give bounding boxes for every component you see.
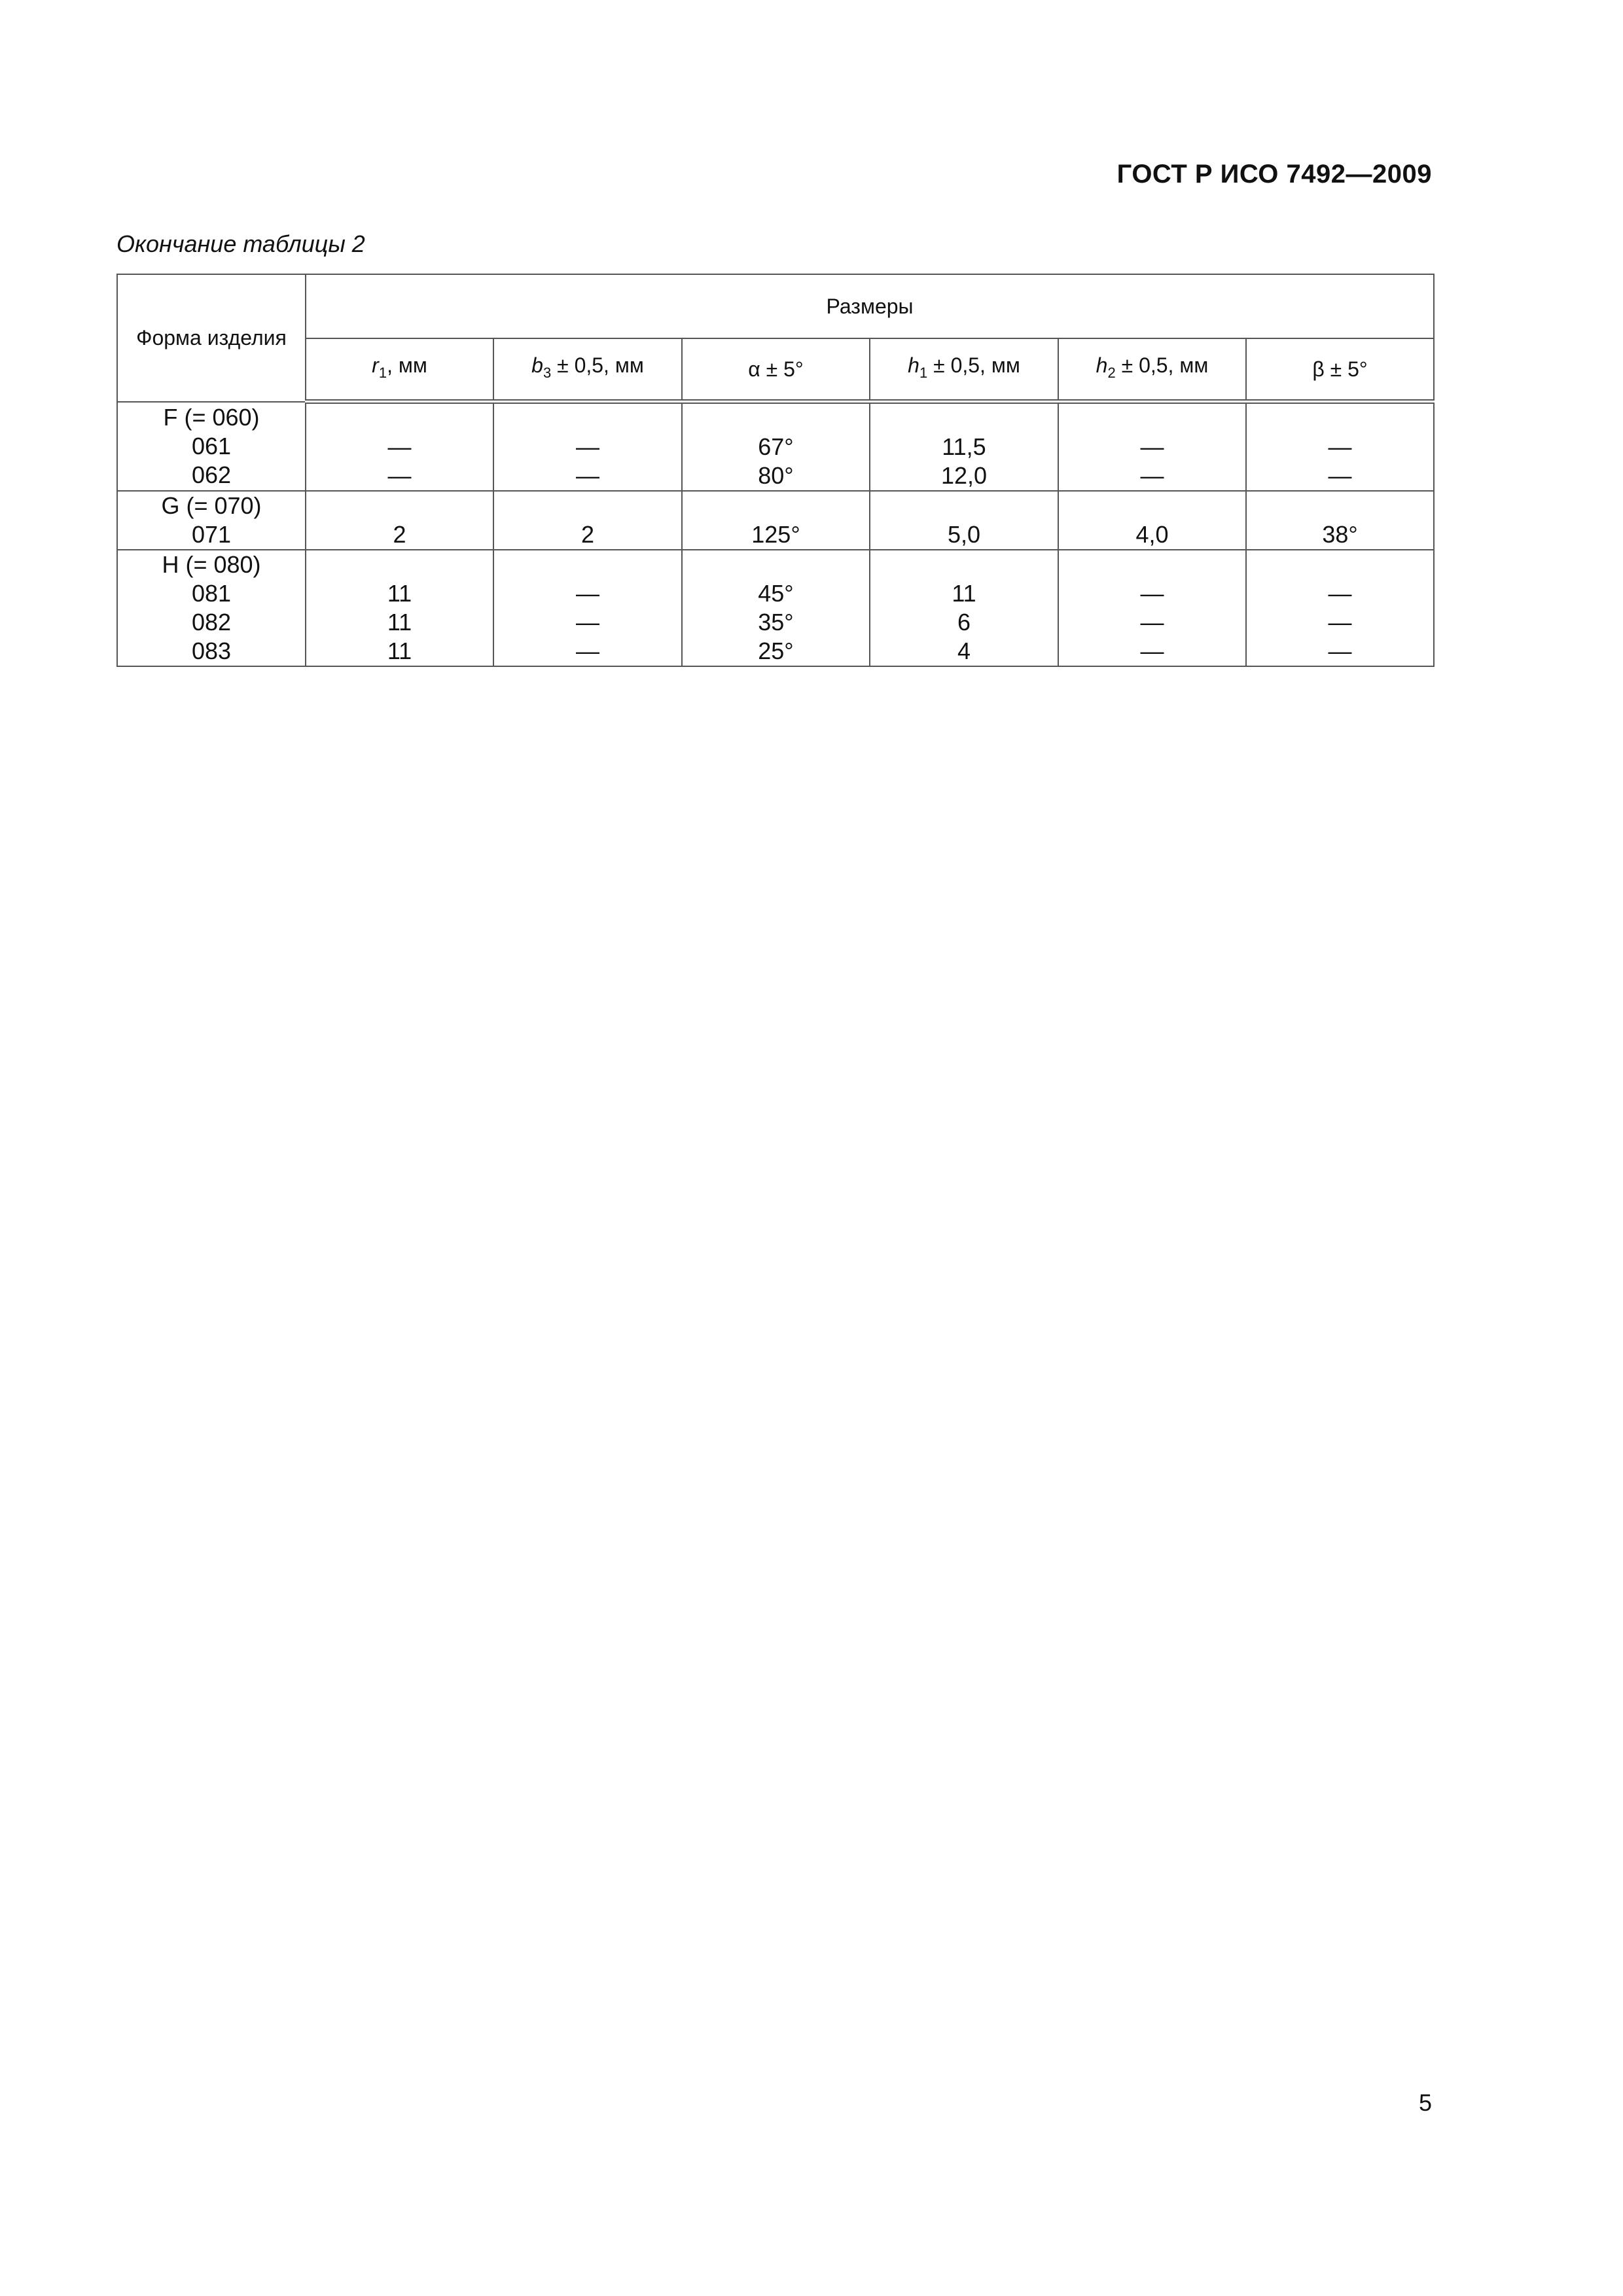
value-cell xyxy=(870,550,1058,666)
column-label: ± 0,5, мм xyxy=(1115,353,1209,377)
cell-line: — xyxy=(576,462,599,489)
cell-line xyxy=(870,550,1058,579)
cell-line xyxy=(1059,492,1245,520)
cell-line: 38° xyxy=(1322,521,1358,548)
form-cell xyxy=(117,550,306,666)
column-header xyxy=(1246,338,1434,402)
table-row xyxy=(117,402,1434,492)
column-subscript: 1 xyxy=(919,365,928,381)
cell-line xyxy=(1059,550,1245,579)
cell-line: 2 xyxy=(393,521,406,548)
value-cell xyxy=(306,550,493,666)
column-subscript: 3 xyxy=(543,365,552,381)
cell-line: 25° xyxy=(758,637,794,664)
cell-line: — xyxy=(1328,637,1352,664)
value-cell xyxy=(1246,550,1434,666)
cell-line: — xyxy=(387,433,412,460)
cell-line: — xyxy=(576,580,599,607)
cell-line: 11 xyxy=(952,580,976,607)
cell-line: — xyxy=(1140,609,1164,636)
cell-line: 11 xyxy=(387,580,412,607)
cell-line: — xyxy=(1328,609,1352,636)
cell-line: — xyxy=(1328,433,1352,460)
table-row xyxy=(117,550,1434,666)
cell-line xyxy=(1247,404,1433,433)
cell-line xyxy=(870,404,1058,433)
cell-line: — xyxy=(1140,433,1164,460)
column-header xyxy=(1058,338,1246,402)
value-cell xyxy=(870,402,1058,492)
column-variable: h xyxy=(908,353,919,377)
dimensions-table xyxy=(116,274,1435,667)
column-label: β ± 5° xyxy=(1312,357,1368,381)
value-cell xyxy=(1058,402,1246,492)
cell-line: 125° xyxy=(751,521,800,548)
cell-line: 083 xyxy=(191,637,232,664)
value-cell xyxy=(1246,402,1434,492)
column-subscript: 1 xyxy=(378,365,387,381)
cell-line xyxy=(494,492,681,520)
column-header xyxy=(870,338,1058,402)
cell-line: H (= 080) xyxy=(162,551,261,578)
cell-line xyxy=(1059,404,1245,433)
page-number: 5 xyxy=(1419,2089,1433,2116)
value-cell xyxy=(870,491,1058,550)
cell-line: 11 xyxy=(387,609,412,636)
column-header xyxy=(493,338,682,402)
cell-line: — xyxy=(576,637,599,664)
value-cell xyxy=(1058,550,1246,666)
cell-line: F (= 060) xyxy=(163,403,260,431)
cell-line xyxy=(870,492,1058,520)
column-variable: b xyxy=(531,353,543,377)
cell-line xyxy=(1247,550,1433,579)
value-cell xyxy=(493,402,682,492)
value-cell xyxy=(306,402,493,492)
form-column-header: Форма изделия xyxy=(117,274,306,402)
cell-line: — xyxy=(576,609,599,636)
cell-line: G (= 070) xyxy=(161,492,262,519)
cell-line: 5,0 xyxy=(947,521,981,548)
column-label: α ± 5° xyxy=(748,357,804,381)
cell-line: 081 xyxy=(191,580,232,607)
cell-line: — xyxy=(1140,462,1164,489)
value-cell xyxy=(306,491,493,550)
value-cell xyxy=(493,491,682,550)
cell-line xyxy=(306,404,493,433)
cell-line: 80° xyxy=(758,462,794,489)
cell-line: 2 xyxy=(580,521,595,548)
cell-line xyxy=(683,492,869,520)
cell-line: 061 xyxy=(191,432,232,459)
cell-line: 4,0 xyxy=(1135,521,1169,548)
value-cell xyxy=(493,550,682,666)
cell-line: — xyxy=(1140,637,1164,664)
cell-line: — xyxy=(1328,462,1352,489)
cell-line: 6 xyxy=(957,609,971,636)
cell-line: 4 xyxy=(957,637,971,664)
cell-line: — xyxy=(1140,580,1164,607)
form-cell xyxy=(117,402,306,492)
column-label: ± 0,5, мм xyxy=(551,353,644,377)
cell-line: 11,5 xyxy=(942,433,986,460)
value-cell xyxy=(682,491,870,550)
cell-line: — xyxy=(1328,580,1352,607)
cell-line: 12,0 xyxy=(940,462,988,489)
cell-line: 67° xyxy=(758,433,794,460)
value-cell xyxy=(1058,491,1246,550)
value-cell xyxy=(682,550,870,666)
table-caption: Окончание таблицы 2 xyxy=(116,230,365,257)
cell-line: 35° xyxy=(758,609,794,636)
cell-line xyxy=(1247,492,1433,520)
cell-line xyxy=(306,550,493,579)
value-cell xyxy=(682,402,870,492)
column-label: ± 0,5, мм xyxy=(927,353,1020,377)
column-variable: r xyxy=(372,353,379,377)
cell-line: 062 xyxy=(191,461,232,488)
column-subscript: 2 xyxy=(1107,365,1116,381)
column-header xyxy=(682,338,870,402)
column-label: , мм xyxy=(387,353,427,377)
cell-line: — xyxy=(576,433,599,460)
cell-line xyxy=(683,550,869,579)
cell-line: 082 xyxy=(191,609,232,636)
value-cell xyxy=(1246,491,1434,550)
table-row xyxy=(117,491,1434,550)
cell-line xyxy=(306,492,493,520)
cell-line xyxy=(683,404,869,433)
dimensions-group-header: Размеры xyxy=(306,274,1434,338)
cell-line: 11 xyxy=(387,637,412,664)
column-header xyxy=(306,338,493,402)
cell-line: 071 xyxy=(191,521,232,548)
document-header: ГОСТ Р ИСО 7492—2009 xyxy=(1116,160,1432,188)
column-variable: h xyxy=(1096,353,1108,377)
cell-line: 45° xyxy=(758,580,794,607)
form-cell xyxy=(117,491,306,550)
cell-line xyxy=(494,550,681,579)
cell-line xyxy=(494,404,681,433)
cell-line: — xyxy=(387,462,412,489)
